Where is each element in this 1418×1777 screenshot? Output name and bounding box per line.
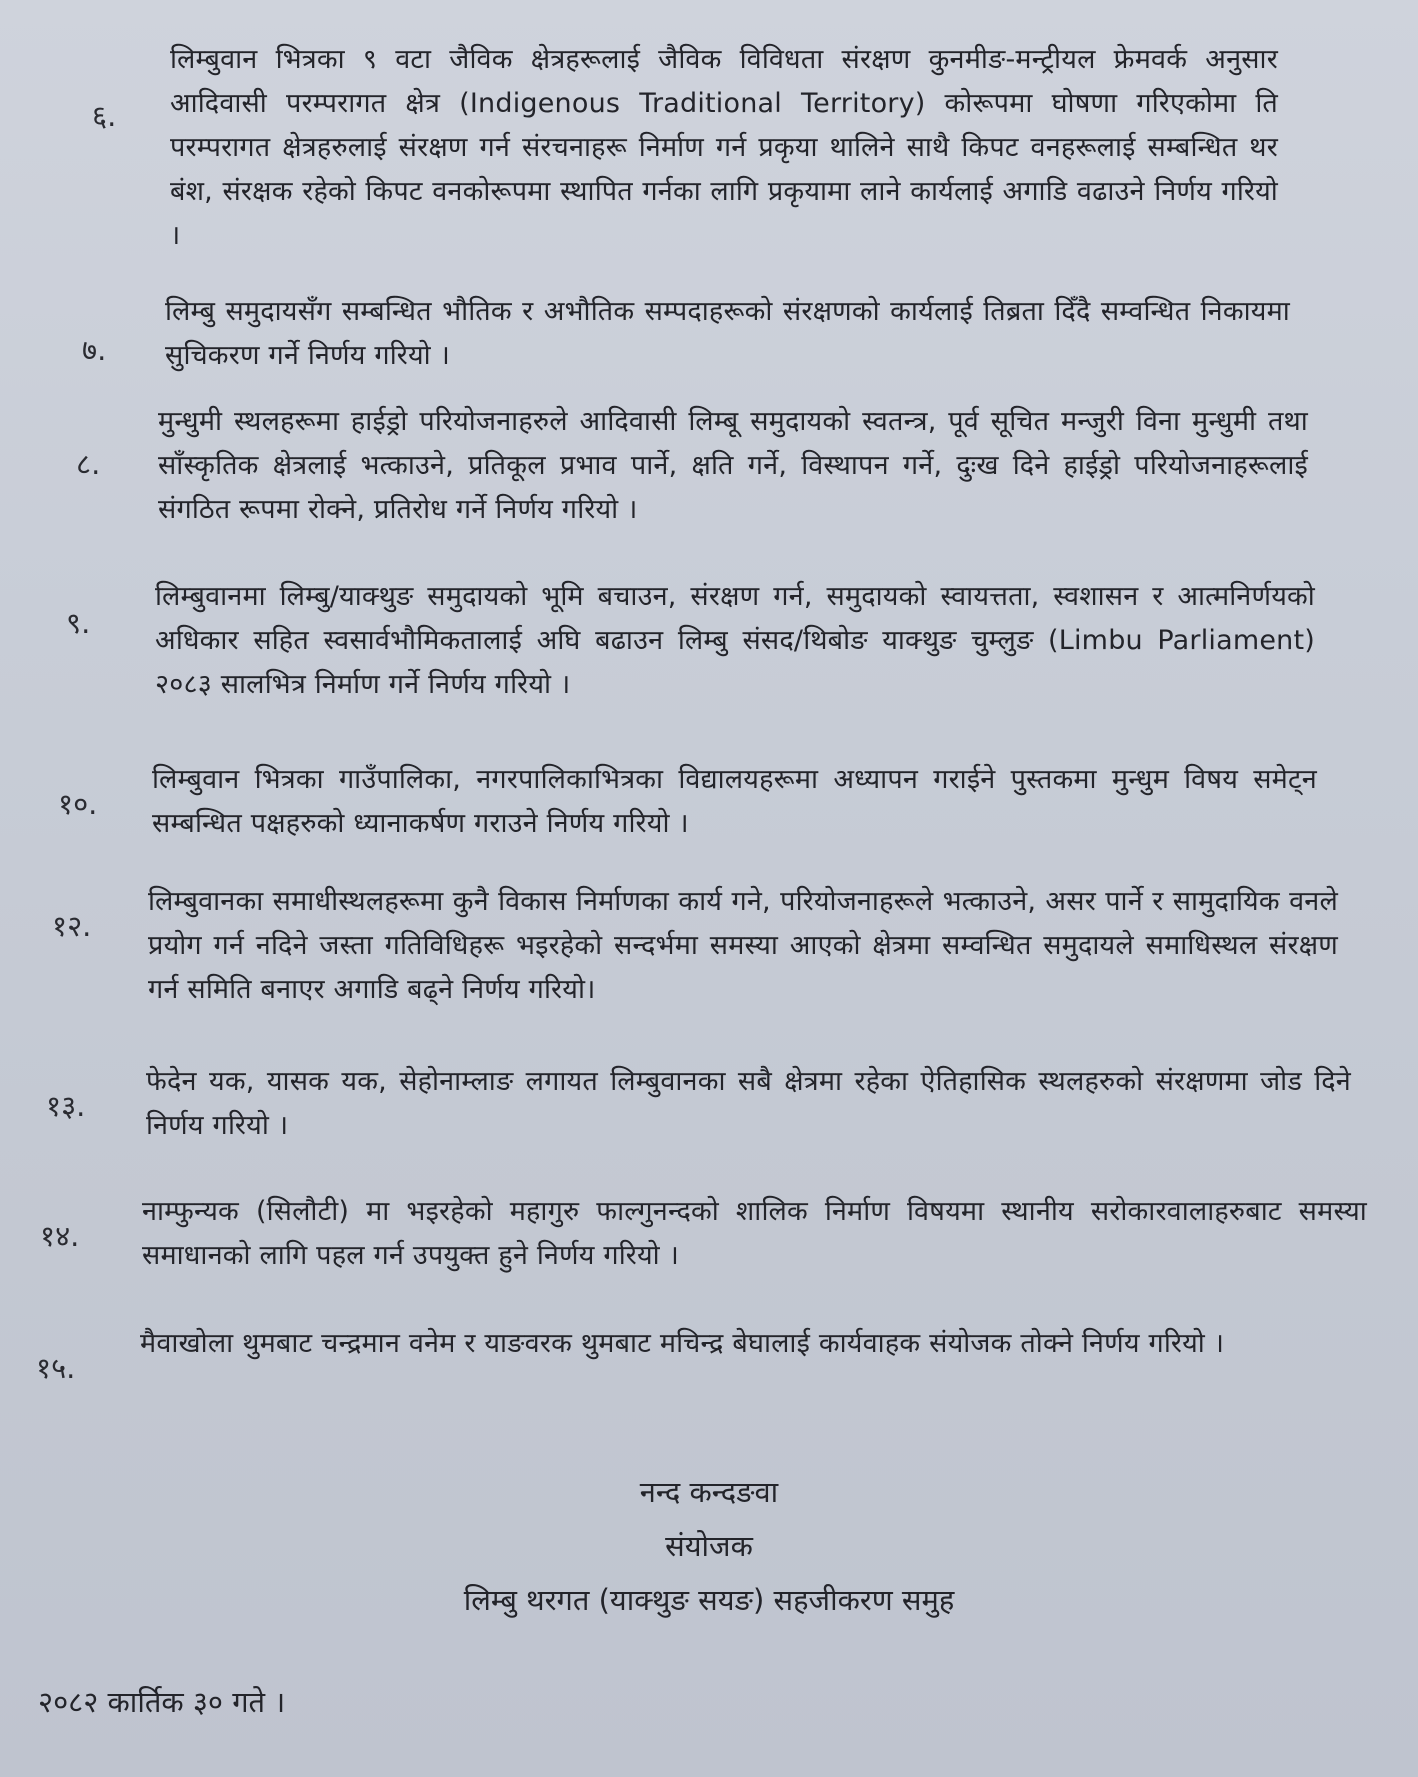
item-text: मैवाखोला थुमबाट चन्द्रमान वनेम र याङवरक थुमबाट मचिन्द्र बेघालाई कार्यवाहक संयोजक तोक्ने निर्णय गरियो । xyxy=(140,1328,1225,1359)
list-item xyxy=(0,1190,1418,1330)
item-text: फेदेन यक, यासक यक, सेहोनाम्लाङ लगायत लिम्बुवानका सबै क्षेत्रमा रहेका ऐतिहासिक स्थलहरुको संरक्षणमा जोड दिने निर्णय गरियो । xyxy=(146,1066,1351,1141)
signature-block xyxy=(0,1465,1418,1627)
document-date: २०८२ कार्तिक ३० गते । xyxy=(38,1685,286,1719)
list-item xyxy=(0,575,1418,715)
item-number: १३. xyxy=(46,1089,86,1123)
item-text: लिम्बुवानमा लिम्बु/याक्थुङ समुदायको भूमि बचाउन, संरक्षण गर्न, समुदायको स्वायत्तता, स्वशासन र आत्मनिर्णयको अधिकार सहित स्वसार्वभौमिकतालाई अघि बढाउन लिम्बु संसद/थिबोङ याक्थुङ चुम्लुङ (Limbu Parliament) २०८३ सालभित्र निर्माण गर्ने निर्णय गरियो । xyxy=(155,581,1315,700)
item-number: ९. xyxy=(66,606,91,640)
item-text: लिम्बुवान भित्रका गाउँपालिका, नगरपालिकाभित्रका विद्यालयहरूमा अध्यापन गराईने पुस्तकमा मुन्धुम विषय समेट्न सम्बन्धित पक्षहरुको ध्यानाकर्षण गराउने निर्णय गरियो । xyxy=(152,764,1317,839)
item-text: लिम्बु समुदायसँग सम्बन्धित भौतिक र अभौतिक सम्पदाहरूको संरक्षणको कार्यलाई तिब्रता दिँदै सम्वन्धित निकायमा सुचिकरण गर्ने निर्णय गरियो । xyxy=(165,296,1290,371)
item-text: लिम्बुवान भित्रका ९ वटा जैविक क्षेत्रहरूलाई जैविक विविधता संरक्षण कुनमीङ-मन्ट्रीयल फ्रेमवर्क अनुसार आदिवासी परम्परागत क्षेत्र (Indigenous Traditional Territory) कोरूपमा घोषणा गरिएकोमा ति परम्परागत क्षेत्रहरुलाई संरक्षण गर्न संरचनाहरू निर्माण गर्न प्रकृया थालिने साथै किपट वनहरूलाई सम्बन्धित थर बंश, संरक्षक रहेको किपट वनकोरूपमा स्थापित गर्नका लागि प्रकृयामा लाने कार्यलाई अगाडि वढाउने निर्णय गरियो । xyxy=(170,44,1278,251)
list-item xyxy=(0,400,1418,540)
item-number: ७. xyxy=(82,333,107,367)
item-number: १४. xyxy=(40,1219,80,1253)
item-text: लिम्बुवानका समाधीस्थलहरूमा कुनै विकास निर्माणका कार्य गने, परियोजनाहरूले भत्काउने, असर पार्ने र सामुदायिक वनले प्रयोग गर्न नदिने जस्ता गतिविधिहरू भइरहेको सन्दर्भमा समस्या आएको क्षेत्रमा सम्वन्धित समुदायले समाधिस्थल संरक्षण गर्न समिति बनाएर अगाडि बढ्ने निर्णय गरियो। xyxy=(148,886,1338,1005)
item-number: १०. xyxy=(58,787,98,821)
item-number: १२. xyxy=(52,909,92,943)
item-text: मुन्धुमी स्थलहरूमा हाईड्रो परियोजनाहरुले आदिवासी लिम्बू समुदायको स्वतन्त्र, पूर्व सूचित मन्जुरी विना मुन्धुमी तथा साँस्कृतिक क्षेत्रलाई भत्काउने, प्रतिकूल प्रभाव पार्ने, क्षति गर्ने, विस्थापन गर्ने, दुःख दिने हाईड्रो परियोजनाहरूलाई संगठित रूपमा रोक्ने, प्रतिरोध गर्ने निर्णय गरियो । xyxy=(158,406,1308,525)
organization-name: लिम्बु थरगत (याक्थुङ सयङ) सहजीकरण समुह xyxy=(463,1583,955,1617)
list-item xyxy=(0,1060,1418,1200)
item-number: ६. xyxy=(92,99,117,133)
item-number: १५. xyxy=(36,1351,76,1385)
item-number: ८. xyxy=(76,447,101,481)
item-text: नाम्फुन्यक (सिलौटी) मा भइरहेको महागुरु फाल्गुनन्दको शालिक निर्माण विषयमा स्थानीय सरोकारवालाहरुबाट समस्या समाधानको लागि पहल गर्न उपयुक्त हुने निर्णय गरियो । xyxy=(142,1196,1367,1271)
signatory-title: संयोजक xyxy=(665,1529,753,1563)
list-item xyxy=(0,38,1418,251)
signatory-name: नन्द कन्दङवा xyxy=(639,1475,779,1509)
list-item xyxy=(0,758,1418,898)
list-item xyxy=(0,1322,1418,1462)
list-item xyxy=(0,880,1418,1020)
